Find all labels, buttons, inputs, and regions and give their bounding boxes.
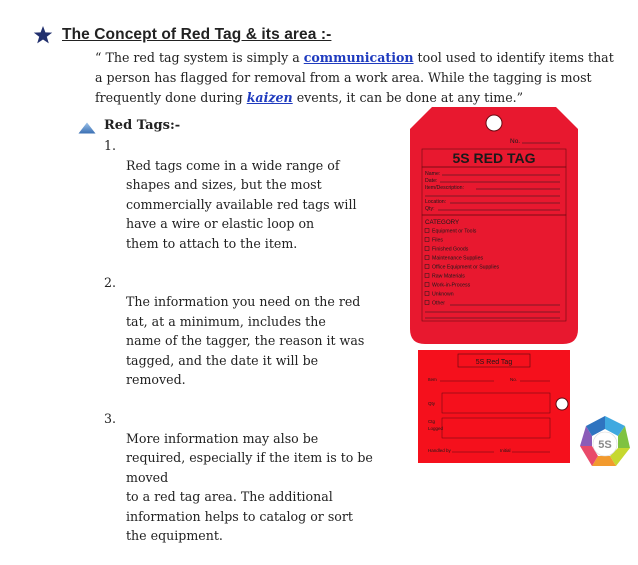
- quote-text-1: “ The red tag system is simply a: [95, 50, 304, 65]
- page-title: The Concept of Red Tag & its area :-: [62, 26, 332, 43]
- list-item: [104, 273, 389, 390]
- category-item: Work-in-Process: [432, 282, 471, 289]
- tag-title: 5S Red Tag: [475, 359, 513, 366]
- tag-field: Item: [428, 377, 437, 382]
- list-number: 3.: [104, 411, 117, 426]
- category-item: Unknown: [432, 291, 454, 298]
- tag-field: Logged: [428, 426, 444, 431]
- tag-field: Date:: [425, 178, 438, 184]
- category-item: Finished Goods: [432, 246, 469, 253]
- red-tag-image-small: [418, 350, 570, 463]
- list-item: [104, 136, 389, 253]
- category-item: Files: [432, 237, 443, 244]
- tag-field: Qty:: [425, 206, 435, 212]
- category-item: Maintenance Supplies: [432, 255, 484, 262]
- list-item: [104, 409, 389, 546]
- communication-link[interactable]: communication: [303, 50, 414, 65]
- quote-text-2: tool used to identify items that a person has flagged for removal from a work area. While the tagging is most frequently done during: [95, 50, 614, 105]
- tag-field: No.: [510, 377, 518, 382]
- category-item: Other: [432, 300, 445, 307]
- category-label: CATEGORY: [425, 219, 460, 226]
- list-text: The information you need on the red tat, at a minimum, includes the name of the tagger, the reason it was tagged, and the date it will be removed.: [126, 294, 365, 387]
- tag-field: Qty: [428, 401, 436, 406]
- tag-field: Initial: [500, 448, 511, 453]
- quote-text-3: events, it can be done at any time.”: [292, 90, 524, 105]
- quote-paragraph: [95, 48, 615, 108]
- triangle-bullet-icon: [78, 122, 96, 134]
- tag-field: Ctg: [428, 419, 436, 424]
- tag-title: 5S RED TAG: [452, 150, 536, 166]
- list-number: 1.: [104, 138, 117, 153]
- tag-field: Name:: [425, 171, 441, 177]
- tag-field: Location:: [425, 199, 447, 205]
- tag-number-label: No.: [510, 138, 521, 145]
- kaizen-link[interactable]: kaizen: [246, 90, 293, 105]
- star-icon: [33, 25, 53, 45]
- logo-text: 5S: [598, 439, 612, 451]
- section-title: Red Tags:-: [104, 118, 181, 133]
- category-item: Equipment or Tools: [432, 228, 477, 235]
- tag-field: Item/Description:: [425, 185, 464, 191]
- numbered-list: [104, 136, 389, 565]
- category-item: Office Equipment or Supplies: [432, 264, 500, 271]
- tag-field: Handled by: [428, 448, 451, 453]
- list-text: Red tags come in a wide range of shapes and sizes, but the most commercially available red tags will have a wire or elastic loop on them to attach to the item.: [126, 157, 357, 251]
- 5s-logo-icon: [578, 414, 632, 470]
- list-text: More information may also be required, especially if the item is to be moved to a red tag area. The additional information helps to catalog or sort the equipment.: [126, 430, 373, 543]
- list-number: 2.: [104, 274, 117, 290]
- category-item: Raw Materials: [432, 273, 465, 280]
- red-tag-image: [410, 107, 578, 344]
